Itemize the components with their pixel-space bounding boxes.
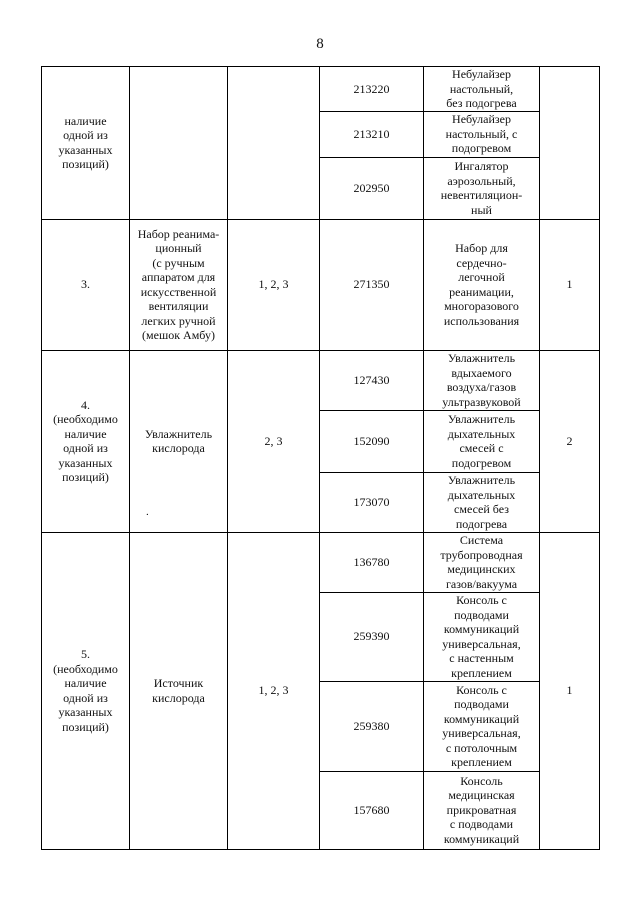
quantity-cell — [540, 67, 600, 220]
device-cell: Увлажнитель кислорода . — [130, 350, 228, 532]
code-cell: 127430 — [320, 350, 424, 410]
name-cell: Небулайзер настольный, с подогревом — [424, 111, 540, 157]
name-cell: Увлажнитель дыхательных смесей с подогревом — [424, 410, 540, 472]
name-cell: Консоль с подводами коммуникаций универсальная, с настенным креплением — [424, 592, 540, 681]
quantity-cell: 1 — [540, 219, 600, 350]
name-cell: Увлажнитель вдыхаемого воздуха/газов ультразвуковой — [424, 350, 540, 410]
name-cell: Консоль с подводами коммуникаций универсальная, с потолочным креплением — [424, 681, 540, 771]
table-row — [42, 350, 600, 410]
code-cell: 271350 — [320, 219, 424, 350]
code-cell: 213210 — [320, 111, 424, 157]
equipment-table — [41, 66, 600, 850]
table-row — [42, 219, 600, 350]
position-cell: 4. (необходимо наличие одной из указанных позиций) — [42, 350, 130, 532]
quantity-cell: 1 — [540, 532, 600, 849]
device-cell: Набор реанима- ционный (с ручным аппаратом для искусственной вентиляции легких ручной (мешок Амбу) — [130, 219, 228, 350]
quantity-cell: 2 — [540, 350, 600, 532]
device-cell — [130, 67, 228, 220]
position-cell: 5. (необходимо наличие одной из указанных позиций) — [42, 532, 130, 849]
class-cell: 1, 2, 3 — [228, 219, 320, 350]
page-number: 8 — [316, 36, 324, 52]
code-cell: 213220 — [320, 67, 424, 112]
stray-mark: . — [146, 506, 149, 518]
position-cell: наличие одной из указанных позиций) — [42, 67, 130, 220]
device-cell: Источник кислорода — [130, 532, 228, 849]
code-cell: 157680 — [320, 771, 424, 849]
code-cell: 152090 — [320, 410, 424, 472]
name-cell: Увлажнитель дыхательных смесей без подогрева — [424, 472, 540, 532]
code-cell: 259390 — [320, 592, 424, 681]
code-cell: 173070 — [320, 472, 424, 532]
table-row — [42, 532, 600, 592]
table-row — [42, 67, 600, 112]
code-cell: 136780 — [320, 532, 424, 592]
name-cell: Набор для сердечно- легочной реанимации, многоразового использования — [424, 219, 540, 350]
name-cell: Ингалятор аэрозольный, невентиляцион- ный — [424, 157, 540, 219]
code-cell: 259380 — [320, 681, 424, 771]
class-cell: 2, 3 — [228, 350, 320, 532]
name-cell: Консоль медицинская прикроватная с подводами коммуникаций — [424, 771, 540, 849]
name-cell: Небулайзер настольный, без подогрева — [424, 67, 540, 112]
class-cell: 1, 2, 3 — [228, 532, 320, 849]
code-cell: 202950 — [320, 157, 424, 219]
position-cell: 3. — [42, 219, 130, 350]
class-cell — [228, 67, 320, 220]
name-cell: Система трубопроводная медицинских газов/вакуума — [424, 532, 540, 592]
